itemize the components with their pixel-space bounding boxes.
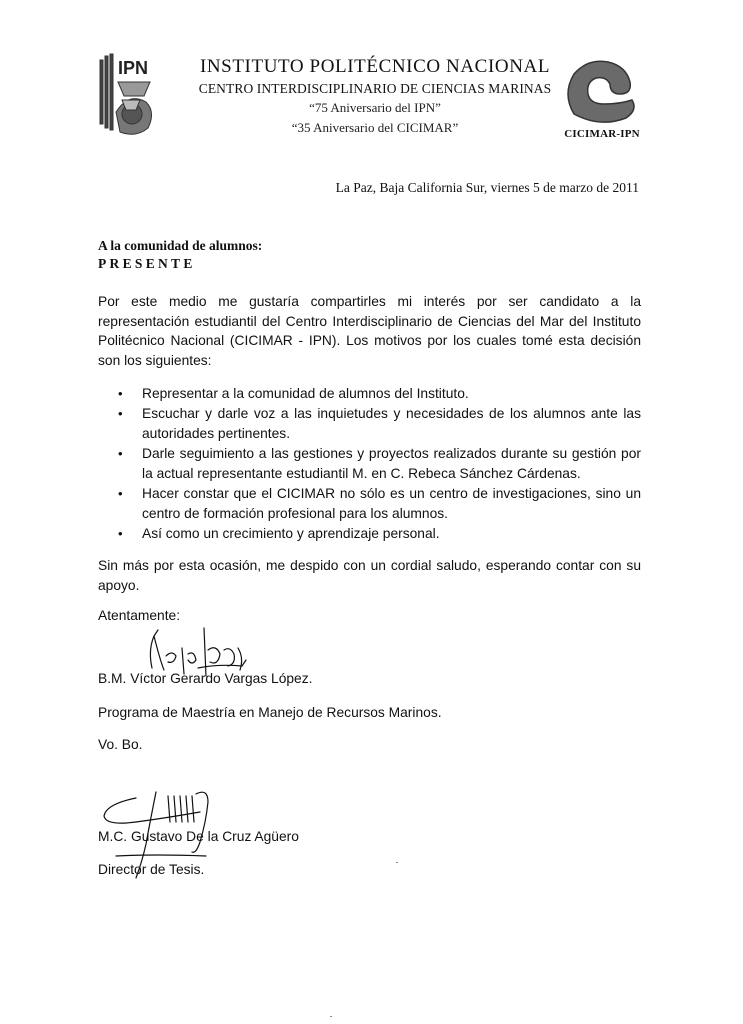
approver-name: M.C. Gustavo De la Cruz Agüero xyxy=(98,829,299,844)
list-item-text: Representar a la comunidad de alumnos del Instituto. xyxy=(142,386,469,401)
addressee: A la comunidad de alumnos: xyxy=(98,238,263,253)
motives-list xyxy=(98,384,641,544)
closing-paragraph: Sin más por esta ocasión, me despido con un cordial saludo, esperando contar con su apoyo. xyxy=(98,558,641,593)
approver-role: Director de Tesis. xyxy=(98,862,205,877)
anniversary-cicimar: “35 Aniversario del CICIMAR” xyxy=(291,120,459,135)
bullet-icon: • xyxy=(118,406,123,421)
signer-name: B.M. Víctor Gerardo Vargas López. xyxy=(98,671,313,686)
bullet-icon: • xyxy=(118,486,123,501)
ipn-logo-letters: IPN xyxy=(118,58,149,78)
list-item xyxy=(98,384,641,404)
bullet-icon: • xyxy=(118,526,123,541)
list-item xyxy=(98,524,641,544)
list-item-text: Hacer constar que el CICIMAR no sólo es un centro de investigaciones, sino un centro de formación profesional para los alumnos. xyxy=(142,486,641,521)
signer-program: Programa de Maestría en Manejo de Recursos Marinos. xyxy=(98,705,442,720)
date-line: La Paz, Baja California Sur, viernes 5 de marzo de 2011 xyxy=(335,180,639,195)
cicimar-logo xyxy=(560,54,644,146)
list-item-text: Escuchar y darle voz a las inquietudes y necesidades de los alumnos ante las autoridades pertinentes. xyxy=(142,406,641,441)
bullet-icon: • xyxy=(118,386,123,401)
list-item xyxy=(98,484,641,524)
list-item-text: Así como un crecimiento y aprendizaje personal. xyxy=(142,526,440,541)
cicimar-logo-text: CICIMAR-IPN xyxy=(564,128,640,140)
anniversary-ipn: “75 Aniversario del IPN” xyxy=(309,100,441,115)
list-item xyxy=(98,444,641,484)
cicimar-wave-icon xyxy=(560,54,644,126)
ipn-emblem-icon xyxy=(96,52,162,142)
presente-heading: PRESENTE xyxy=(98,256,196,271)
institution-name: INSTITUTO POLITÉCNICO NACIONAL xyxy=(199,56,551,77)
sign-off: Atentamente: xyxy=(98,608,181,623)
intro-paragraph: Por este medio me gustaría compartirles mi interés por ser candidato a la representación estudiantil del Centro Interdisciplinario de Ciencias del Mar del Instituto Politécnico Nacional (CICIMAR - IPN). Los motivos por los cuales tomé esta decisión son los siguientes: xyxy=(98,294,641,368)
center-name: CENTRO INTERDISCIPLINARIO DE CIENCIAS MARINAS xyxy=(198,81,552,96)
scan-speck xyxy=(396,862,398,863)
list-item-text: Darle seguimiento a las gestiones y proyectos realizados durante su gestión por la actual representante estudiantil M. en C. Rebeca Sánchez Cárdenas. xyxy=(142,446,641,481)
bullet-icon: • xyxy=(118,446,123,461)
scan-speck xyxy=(330,1016,332,1017)
list-item xyxy=(98,404,641,444)
approval-label: Vo. Bo. xyxy=(98,737,143,752)
